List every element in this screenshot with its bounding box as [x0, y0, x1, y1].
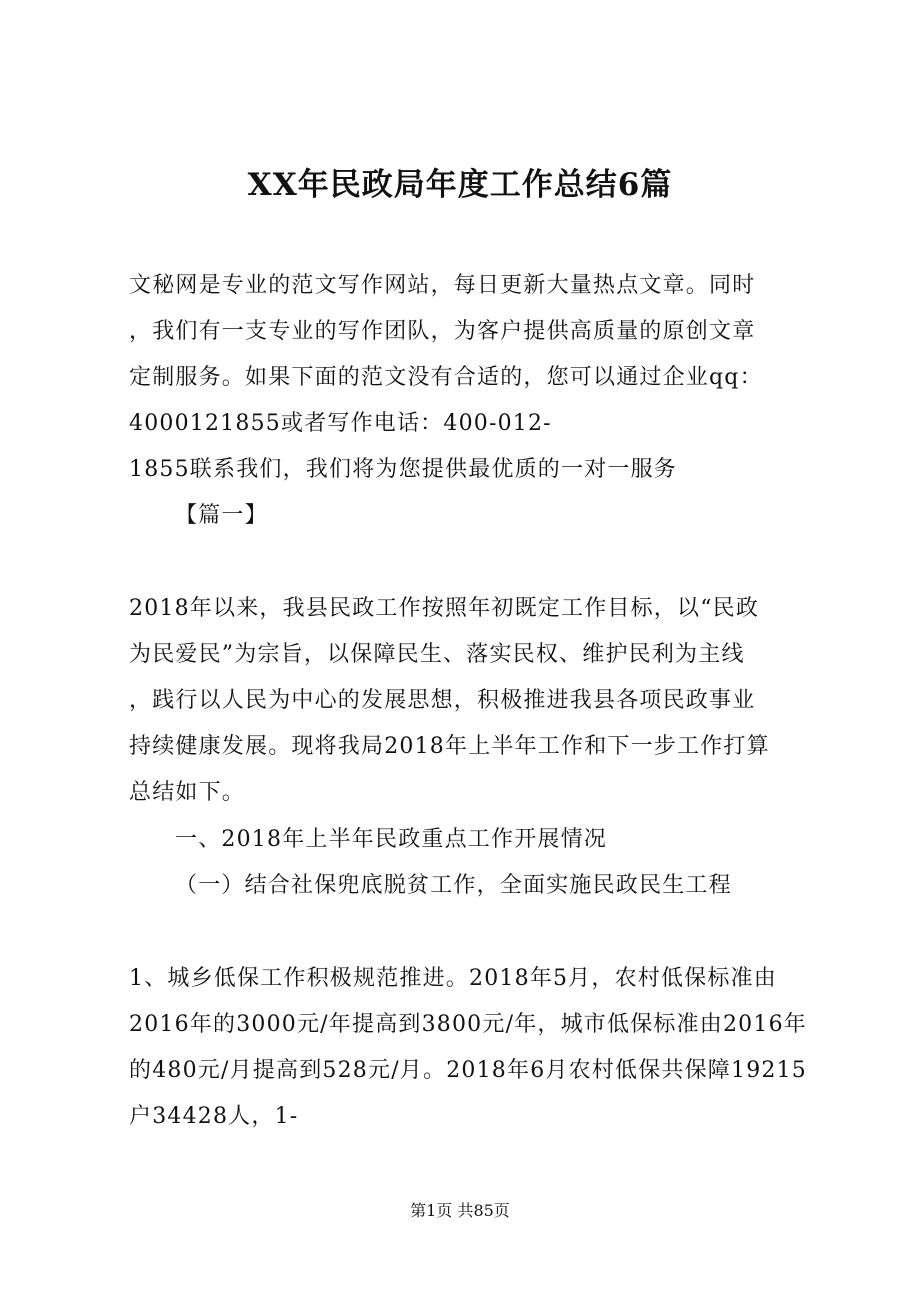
document-title: XX年民政局年度工作总结6篇 [247, 167, 673, 203]
paragraph-line: 总结如下。 [129, 780, 246, 805]
intro-line: 1855联系我们，我们将为您提供最优质的一对一服务 [129, 457, 677, 482]
paragraph-line: ，践行以人民为中心的发展思想，积极推进我县各项民政事业 [129, 688, 756, 713]
paragraph-line: 为民爱民”为宗旨，以保障民生、落实民权、维护民利为主线 [129, 642, 745, 667]
paragraph-line: 1、城乡低保工作积极规范推进。2018年5月，农村低保标准由 [129, 966, 777, 991]
paragraph-line: 的480元/月提高到528元/月。2018年6月农村低保共保障19215 [129, 1058, 807, 1083]
page-number: 第1页 共85页 [410, 1201, 510, 1220]
section-label: 【篇一】 [175, 503, 268, 528]
paragraph-line: 2018年以来，我县民政工作按照年初既定工作目标，以“民政 [129, 596, 760, 621]
section-heading: 一、2018年上半年民政重点工作开展情况 [175, 827, 607, 852]
intro-line: ，我们有一支专业的写作团队，为客户提供高质量的原创文章 [129, 319, 756, 344]
intro-line: 文秘网是专业的范文写作网站，每日更新大量热点文章。同时 [129, 273, 756, 298]
subsection-heading: （一）结合社保兜底脱贫工作，全面实施民政民生工程 [175, 873, 732, 898]
intro-line: 定制服务。如果下面的范文没有合适的，您可以通过企业qq： [129, 365, 763, 390]
paragraph-line: 户34428人，1- [129, 1104, 299, 1129]
intro-line: 4000121855或者写作电话：400-012- [129, 411, 552, 436]
paragraph-line: 持续健康发展。现将我局2018年上半年工作和下一步工作打算 [129, 734, 770, 759]
paragraph-line: 2016年的3000元/年提高到3800元/年，城市低保标准由2016年 [129, 1012, 807, 1037]
